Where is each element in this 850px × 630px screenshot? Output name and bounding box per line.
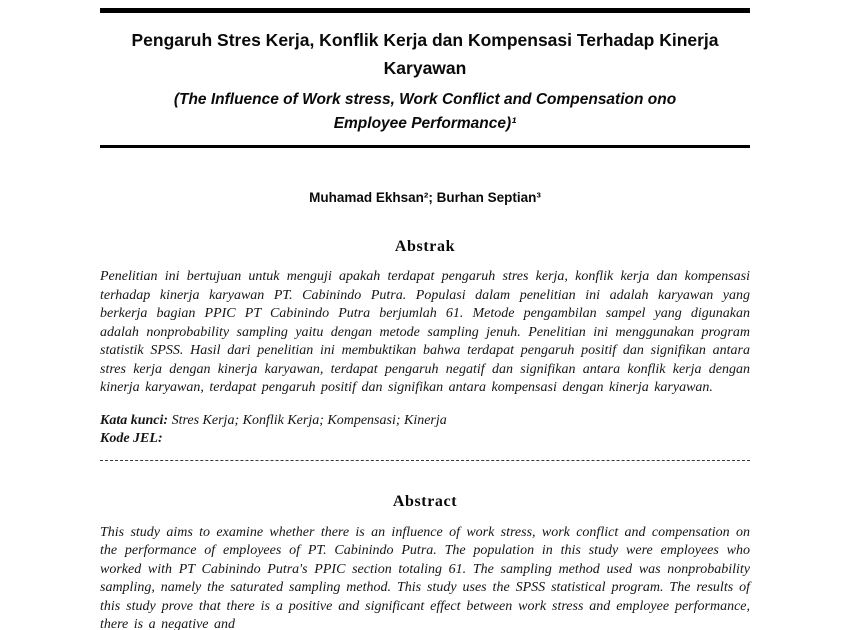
- top-rule: [100, 8, 750, 13]
- keywords-value: Stres Kerja; Konflik Kerja; Kompensasi; Kinerja: [171, 412, 447, 428]
- paper-title: Pengaruh Stres Kerja, Konflik Kerja dan Kompensasi Terhadap Kinerja Karyawan: [131, 30, 719, 78]
- abstract-id-text: Penelitian ini bertujuan untuk menguji apakah terdapat pengaruh stres kerja, konflik kerja dan kompensasi terhadap kinerja karyawan PT. Cabinindo Putra. Populasi dalam penelitian ini adalah karyawan yang berkerja bagian PPIC PT Cabinindo Putra berjumlah 61. Metode pengambilan sampel yang digunakan adalah nonprobability sampling yaitu dengan metode sampling jenuh. Penelitian ini menggunakan program statistik SPSS. Hasil dari penelitian ini membuktikan bahwa terdapat pengaruh positif dan signifikan antara stres kerja dengan kinerja karyawan, terdapat pengaruh negatif dan signifikan antara konflik kerja dengan kinerja karyawan, terdapat pengaruh positif dan signifikan antara kompensasi dengan kinerja karyawan.: [100, 269, 750, 395]
- abstrak-heading: Abstrak: [394, 238, 456, 255]
- paper-subtitle: (The Influence of Work stress, Work Conflict and Compensation ono Employee Performance)¹: [173, 91, 677, 132]
- dashed-divider: [100, 460, 750, 461]
- keywords-label: Kata kunci:: [100, 412, 169, 428]
- keywords-line: [100, 413, 750, 429]
- abstract-en-text: This study aims to examine whether there is an influence of work stress, work conflict and compensation on the performance of employees of PT. Cabinindo Putra. The population in this study were employees who worked with PT Cabinindo Putra's PPIC section totaling 61. The sampling method used was nonprobability sampling, namely the saturated sampling method. This study uses the SPSS statistical program. The results of this study prove that there is a positive and significant effect between work stress and employee performance, there is a negative and: [100, 524, 750, 630]
- authors-line: Muhamad Ekhsan²; Burhan Septian³: [309, 190, 541, 205]
- jel-label: Kode JEL:: [100, 430, 163, 446]
- abstract-heading: Abstract: [392, 492, 458, 510]
- header-rule: [100, 145, 750, 148]
- paper-content: [100, 0, 750, 630]
